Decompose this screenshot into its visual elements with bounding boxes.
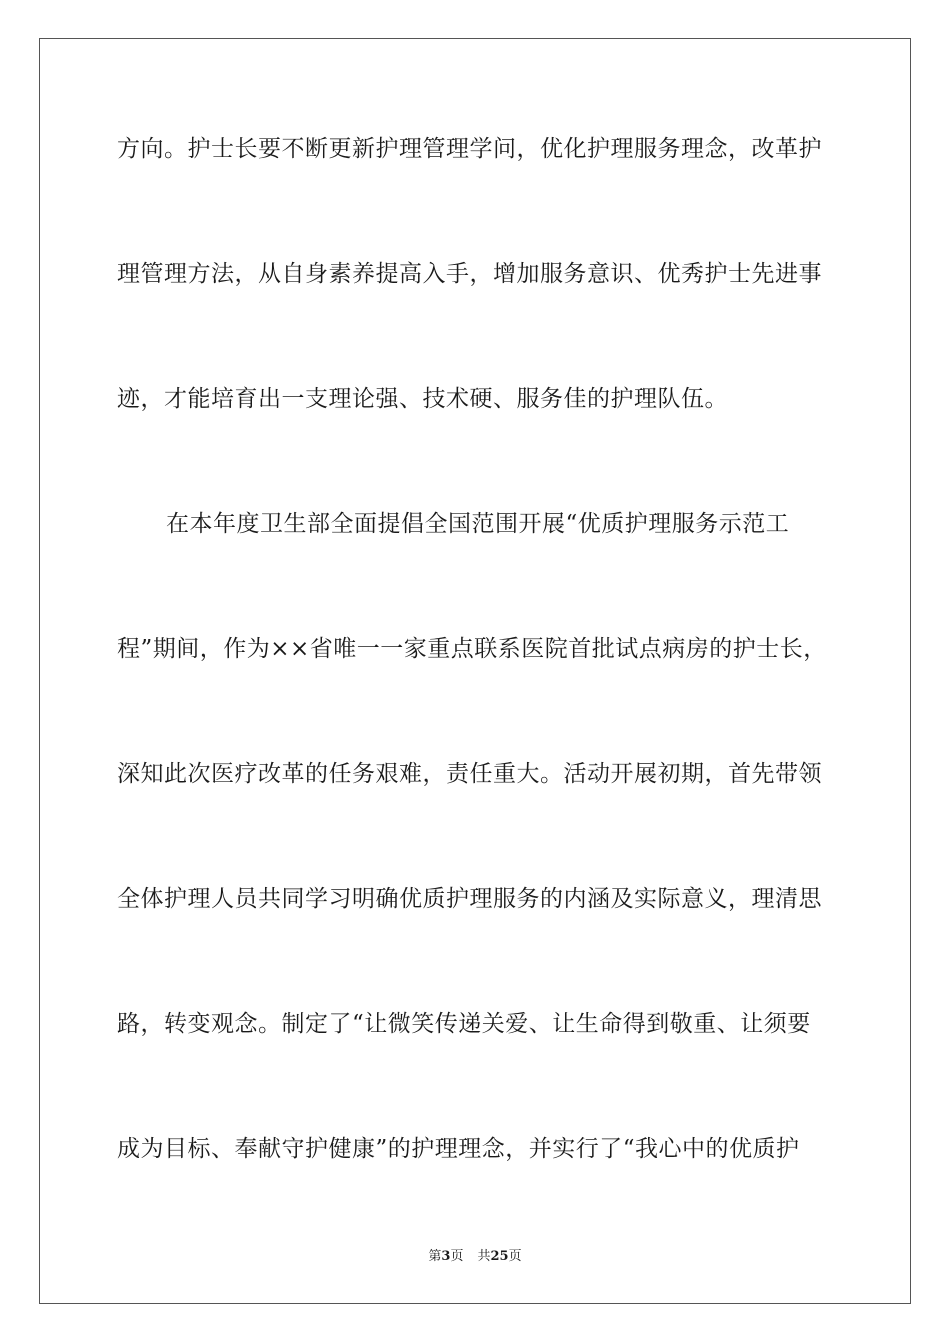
body-text-line: 迹，才能培育出一支理论强、技术硬、服务佳的护理队伍。 — [117, 386, 728, 412]
body-text-line: 成为目标、奉献守护健康”的护理理念，并实行了“我心中的优质护 — [117, 1136, 800, 1162]
page-border — [39, 38, 911, 1304]
page-footer — [0, 1248, 950, 1266]
body-text-line: 全体护理人员共同学习明确优质护理服务的内涵及实际意义，理清思 — [117, 886, 822, 912]
body-text-line: 路，转变观念。制定了“让微笑传递关爱、让生命得到敬重、让须要 — [117, 1011, 811, 1037]
total-prefix: 共 — [477, 1249, 491, 1264]
paragraph-first-line: 在本年度卫生部全面提倡全国范围开展“优质护理服务示范工 — [166, 511, 790, 537]
total-pages-number: 25 — [490, 1249, 509, 1264]
page-suffix: 页 — [450, 1249, 464, 1264]
body-text-line: 方向。护士长要不断更新护理管理学问，优化护理服务理念，改革护 — [117, 136, 822, 162]
page-prefix: 第 — [428, 1249, 442, 1264]
current-page-number: 3 — [441, 1249, 451, 1264]
body-text-line: 程”期间，作为××省唯一一家重点联系医院首批试点病房的护士长， — [117, 636, 827, 662]
body-text-line: 理管理方法，从自身素养提高入手，增加服务意识、优秀护士先进事 — [117, 261, 822, 287]
total-suffix: 页 — [508, 1249, 522, 1264]
body-text-line: 深知此次医疗改革的任务艰难，责任重大。活动开展初期，首先带领 — [117, 761, 822, 787]
